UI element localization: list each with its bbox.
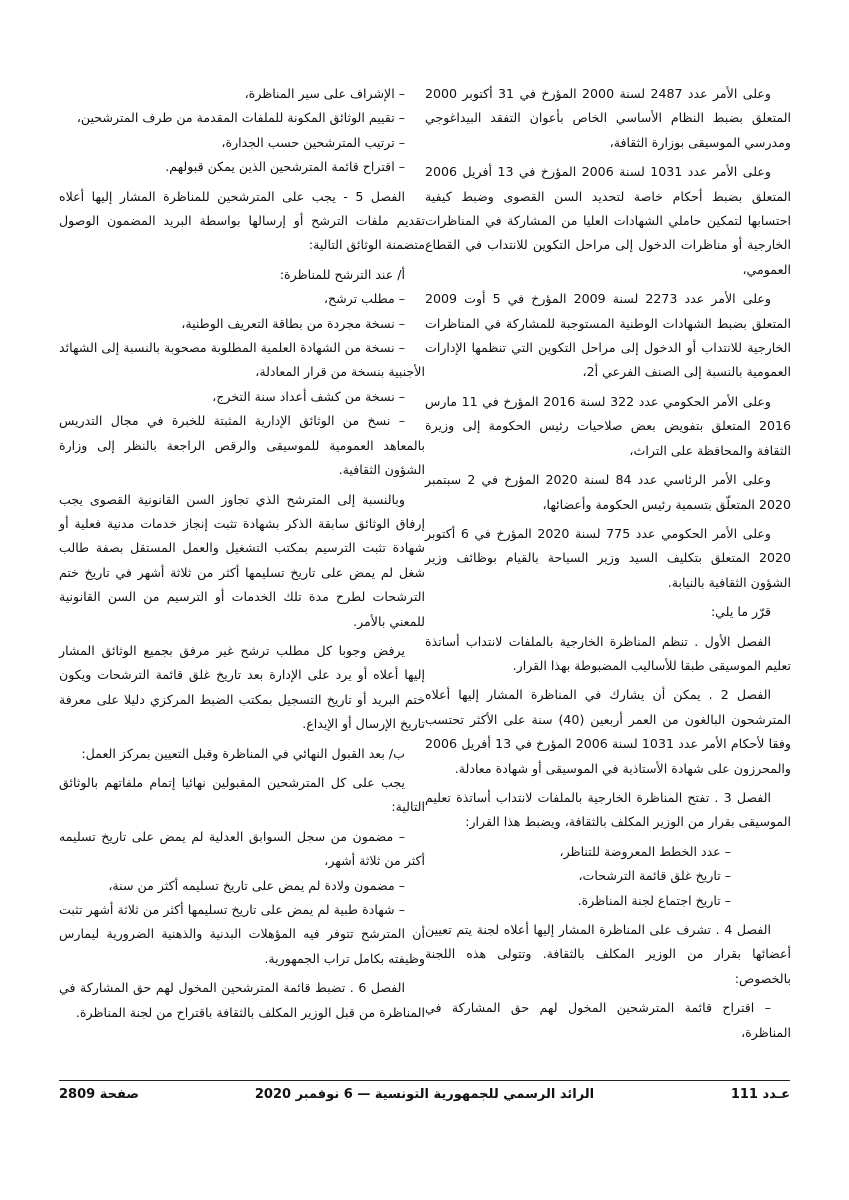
paragraph: وبالنسبة إلى المترشح الذي تجاوز السن القانونية القصوى يجب إرفاق الوثائق سابقة الذكر بشهادة تثبت إنجاز خدمات مدنية فعلية أو شهادة تثبت الترسيم بمكتب التشغيل والعمل المستقل بصفة طالب شغل لم يمض على تاريخ تسليمها أكثر من ثلاثة أشهر في تاريخ ختم الترشحات لطرح مدة تلك الخدمات أو الترسيم من السن القانونية للمعني بالأمر. (59, 491, 425, 629)
page-number: صفحة 2809 (59, 1087, 139, 1102)
paragraph: الفصل الأول . تنظم المناظرة الخارجية بالملفات لانتداب أساتذة تعليم الموسيقى طبقا للأساليب المضبوطة بهذا القرار. (425, 633, 791, 673)
list-item: – نسخة مجردة من بطاقة التعريف الوطنية، (181, 315, 405, 331)
list-item: – تاريخ غلق قائمة الترشحات، (578, 868, 731, 884)
paragraph: وعلى الأمر الحكومي عدد 775 لسنة 2020 المؤرخ في 6 أكتوبر 2020 المتعلق بتكليف السيد وزير السياحة بالقيام بوظائف وزير الشؤون الثقافية بالنيابة. (425, 525, 791, 590)
paragraph: وعلى الأمر عدد 1031 لسنة 2006 المؤرخ في 13 أفريل 2006 المتعلق بضبط أحكام خاصة لتحديد السن القصوى وضبط كيفية احتسابها لتمكين حاملي الشهادات العليا من المشاركة في المناظرات الخارجية أو مناظرات الدخول إلى مراحل التكوين للانتداب في القطاع العمومي، (425, 164, 791, 277)
paragraph: الفصل 2 . يمكن أن يشارك في المناظرة المشار إليها أعلاه المترشحون البالغون من العمر أربعين (40) سنة على الأكثر تحتسب وفقا لأحكام الأمر عدد 1031 لسنة 2006 المؤرخ في 13 أفريل 2006 والمحرزون على شهادة الأستاذية في الموسيقى أو شهادة معادلة. (425, 687, 791, 776)
list-item: – عدد الخطط المعروضة للتناظر، (559, 843, 731, 859)
list-item: – مضمون من سجل السوابق العدلية لم يمض على تاريخ تسليمه أكثر من ثلاثة أشهر، (59, 828, 425, 869)
paragraph: وعلى الأمر عدد 2273 لسنة 2009 المؤرخ في 5 أوت 2009 المتعلق بضبط الشهادات الوطنية المستوجبة للمشاركة في المناظرات الخارجية للانتداب أو الدخول إلى مراحل التكوين التي تنظمها الإدارات العمومية بالنسبة إلى الصنف الفرعي أ2، (425, 291, 791, 380)
right-column (425, 82, 791, 1050)
footer-divider (59, 1080, 790, 1081)
paragraph: يرفض وجوبا كل مطلب ترشح غير مرفق بجميع الوثائق المشار إليها أعلاه أو يرد على الإدارة بعد تاريخ غلق قائمة الترشحات ويكون ختم البريد أو تاريخ التسجيل بمكتب الضبط المركزي دليلا على معرفة تاريخ الإرسال أو الإيداع. (59, 642, 425, 732)
paragraph: الفصل 6 . تضبط قائمة المترشحين المخول لهم حق المشاركة في المناظرة من قبل الوزير المكلف بالثقافة باقتراح من لجنة المناظرة. (59, 980, 425, 1020)
list-item: – الإشراف على سير المناظرة، (244, 86, 405, 101)
paragraph: قرّر ما يلي: (710, 604, 771, 620)
paragraph: الفصل 3 . تفتح المناظرة الخارجية بالملفات لانتداب أساتذة تعليم الموسيقى بقرار من الوزير المكلف بالثقافة، ويضبط هذا القرار: (425, 789, 791, 830)
paragraph: وعلى الأمر الرئاسي عدد 84 لسنة 2020 المؤرخ في 2 سبتمبر 2020 المتعلّق بتسمية رئيس الحكومة وأعضائها، (425, 472, 791, 512)
paragraph: الفصل 4 . تشرف على المناظرة المشار إليها أعلاه لجنة يتم تعيين أعضائها بقرار من الوزير المكلف بالثقافة. وتتولى هذه اللجنة بالخصوص: (425, 922, 791, 986)
list-item: – اقتراح قائمة المترشحين الذين يمكن قبولهم. (165, 159, 405, 175)
list-item: – نسخة من كشف أعداد سنة التخرج، (212, 388, 405, 404)
paragraph: يجب على كل المترشحين المقبولين نهائيا إتمام ملفاتهم بالوثائق التالية: (59, 774, 425, 815)
list-item: أ/ عند الترشح للمناظرة: (279, 266, 405, 282)
gazette-title-date: الرائد الرسمي للجمهورية التونسية — 6 نوفمبر 2020 (254, 1087, 595, 1102)
list-item: – نسخة من الشهادة العلمية المطلوبة مصحوبة بالنسبة إلى الشهائد الأجنبية بنسخة من قرار المعادلة، (59, 340, 425, 380)
paragraph: ب/ بعد القبول النهائي في المناظرة وقبل التعيين بمركز العمل: (81, 745, 405, 761)
issue-number: عـدد 111 (730, 1087, 790, 1102)
paragraph: الفصل 5 - يجب على المترشحين للمناظرة المشار إليها أعلاه تقديم ملفات الترشح أو إرسالها بواسطة البريد المضمون الوصول متضمنة الوثائق التالية: (59, 188, 425, 253)
paragraph: – اقتراح قائمة المترشحين المخول لهم حق المشاركة في المناظرة، (425, 1000, 791, 1040)
list-item: – تاريخ اجتماع لجنة المناظرة. (577, 892, 731, 908)
page-footer (59, 1087, 790, 1109)
list-item: – ترتيب المترشحين حسب الجدارة، (221, 134, 405, 150)
list-item: – تقييم الوثائق المكونة للملفات المقدمة من طرف المترشحين، (76, 110, 405, 126)
list-item: – شهادة طبية لم يمض على تاريخ تسليمها أكثر من ثلاثة أشهر تثبت أن المترشح تتوفر فيه المؤهلات البدنية والذهنية الضرورية ليمارس وظيفته بكامل تراب الجمهورية. (59, 902, 425, 966)
paragraph: وعلى الأمر عدد 2487 لسنة 2000 المؤرخ في 31 أكتوبر 2000 المتعلق بضبط النظام الأساسي الخاص بأعوان التفقد البيداغوجي ومدرسي الموسيقى بوزارة الثقافة، (425, 86, 791, 150)
list-item: – مضمون ولادة لم يمض على تاريخ تسليمه أكثر من سنة، (108, 877, 405, 893)
left-column (59, 82, 425, 1030)
list-item: – مطلب ترشح، (323, 291, 405, 307)
list-item: – نسخ من الوثائق الإدارية المثبتة للخبرة في مجال التدريس بالمعاهد العمومية للموسيقى والرقص الراجعة بالنظر إلى وزارة الشؤون الثقافية. (59, 413, 425, 478)
paragraph: وعلى الأمر الحكومي عدد 322 لسنة 2016 المؤرخ في 11 مارس 2016 المتعلق بتفويض بعض صلاحيات رئيس الحكومة إلى وزيرة الثقافة والمحافظة على التراث، (425, 393, 791, 458)
